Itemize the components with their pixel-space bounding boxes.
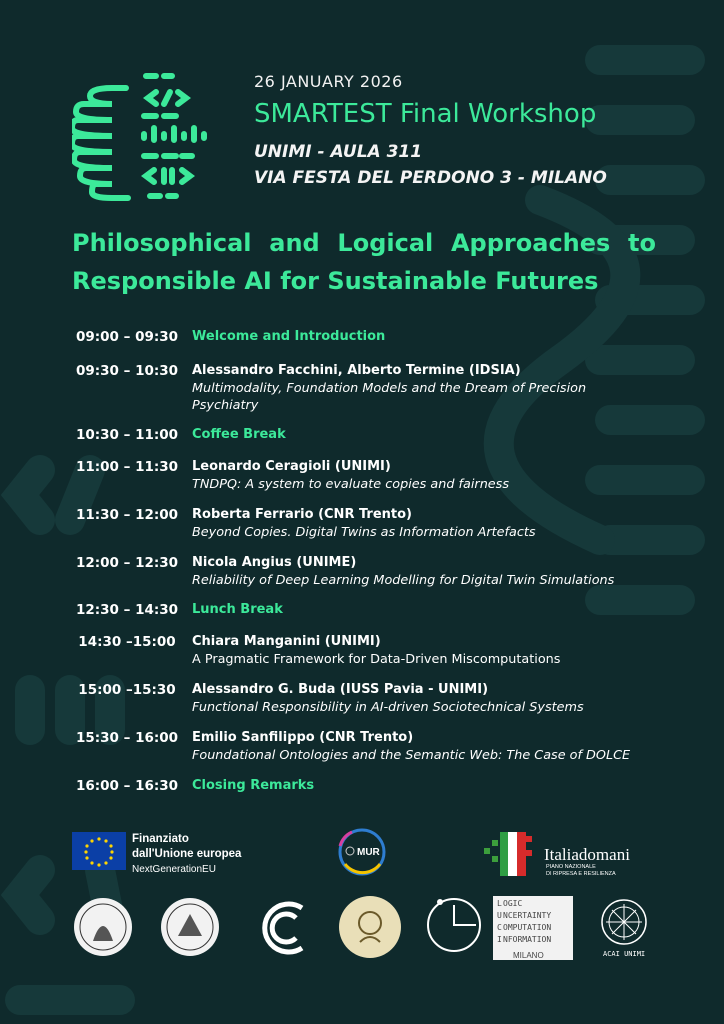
mur-logo: [340, 830, 384, 874]
schedule-time: 09:00 – 09:30: [75, 329, 179, 345]
acai-unimi-logo: [602, 900, 646, 958]
philosophy-emblem-logo: [339, 896, 401, 958]
speaker-name: Nicola Angius (UNIME): [192, 555, 357, 570]
italia-domani-text: Italiadomani: [544, 845, 630, 864]
schedule-row: [62, 681, 584, 716]
schedule-label: Lunch Break: [192, 602, 283, 617]
talk-title: Beyond Copies. Digital Twins as Information Artefacts: [192, 525, 536, 540]
schedule-time: 12:00 – 12:30: [75, 555, 179, 571]
workshop-main-title: Philosophical and Logical Approaches to Responsible AI for Sustainable Futures: [72, 229, 656, 295]
event-header: [254, 72, 607, 191]
eu-line3: NextGenerationEU: [132, 864, 216, 875]
speaker-name: Roberta Ferrario (CNR Trento): [192, 507, 412, 522]
luci-logo: [428, 896, 573, 960]
luci-line4: NFORMATION: [503, 935, 552, 944]
unimi-seal-2-logo: [161, 898, 219, 956]
acai-text: ACAI UNIMI: [603, 950, 646, 958]
talk-title: Reliability of Deep Learning Modelling for Digital Twin Simulations: [192, 573, 615, 588]
schedule-time: 10:30 – 11:00: [75, 427, 179, 443]
talk-title: Foundational Ontologies and the Semantic Web: The Case of DOLCE: [192, 748, 631, 763]
svg-text:I: I: [497, 935, 502, 944]
eu-line2: dall'Unione europea: [132, 848, 242, 860]
luci-line2: NCERTAINTY: [503, 911, 552, 920]
event-venue: [254, 139, 607, 191]
eu-line1: Finanziato: [132, 833, 189, 845]
smartest-logo-icon: [72, 68, 212, 208]
schedule-label: Closing Remarks: [192, 778, 315, 793]
italia-sub1: PIANO NAZIONALE: [546, 864, 596, 870]
schedule-time: 14:30 –15:00: [78, 634, 176, 650]
schedule-time: 11:30 – 12:00: [75, 507, 179, 523]
sponsor-logos: [0, 826, 724, 976]
schedule-time: 16:00 – 16:30: [75, 778, 179, 794]
talk-title: Multimodality, Foundation Models and the Dream of Precision Psychiatry: [192, 381, 587, 413]
speaker-name: Chiara Manganini (UNIMI): [192, 634, 381, 649]
talk-title: TNDPQ: A system to evaluate copies and fairness: [192, 477, 510, 492]
cnr-logo: [265, 904, 302, 952]
speaker-name: Alessandro Facchini, Alberto Termine (IDSIA): [192, 363, 521, 378]
schedule-row: [62, 328, 385, 346]
svg-text:C: C: [497, 923, 502, 932]
schedule-time: 15:30 – 16:00: [75, 730, 179, 746]
event-title: SMARTEST Final Workshop: [254, 99, 597, 129]
schedule-row: [62, 362, 612, 414]
schedule-row: [62, 633, 560, 668]
venue-address: VIA FESTA DEL PERDONO 3 - MILANO: [254, 168, 607, 188]
luci-city: MILANO: [513, 951, 544, 960]
italia-domani-logo: [484, 832, 532, 876]
schedule-row: [62, 601, 283, 619]
schedule-row: [62, 458, 509, 493]
schedule-label: Welcome and Introduction: [192, 329, 386, 344]
schedule-row: [62, 777, 314, 795]
speaker-name: Emilio Sanfilippo (CNR Trento): [192, 730, 414, 745]
schedule-time: 12:30 – 14:30: [75, 602, 179, 618]
schedule-row: [62, 729, 630, 764]
event-date: 26 JANUARY 2026: [254, 72, 403, 91]
talk-title: Functional Responsibility in AI-driven Sociotechnical Systems: [192, 700, 584, 715]
speaker-name: Leonardo Ceragioli (UNIMI): [192, 459, 391, 474]
svg-text:U: U: [497, 911, 502, 920]
schedule-row: [62, 554, 614, 589]
talk-title: A Pragmatic Framework for Data-Driven Miscomputations: [192, 652, 561, 667]
luci-line3: OMPUTATION: [503, 923, 552, 932]
schedule-row: [62, 506, 536, 541]
mur-text: MUR: [357, 847, 380, 858]
italia-sub2: DI RIPRESA E RESILIENZA: [546, 871, 616, 877]
schedule-time: 15:00 –15:30: [78, 682, 176, 698]
venue-room: UNIMI - AULA 311: [254, 142, 423, 162]
luci-line1: OGIC: [503, 899, 523, 908]
schedule-row: [62, 426, 286, 444]
schedule-time: 09:30 – 10:30: [75, 363, 179, 379]
schedule-time: 11:00 – 11:30: [75, 459, 179, 475]
schedule-label: Coffee Break: [192, 427, 286, 442]
eu-flag-logo: [72, 832, 126, 870]
svg-text:L: L: [497, 899, 502, 908]
unimi-seal-logo: [74, 898, 132, 956]
speaker-name: Alessandro G. Buda (IUSS Pavia - UNIMI): [192, 682, 489, 697]
